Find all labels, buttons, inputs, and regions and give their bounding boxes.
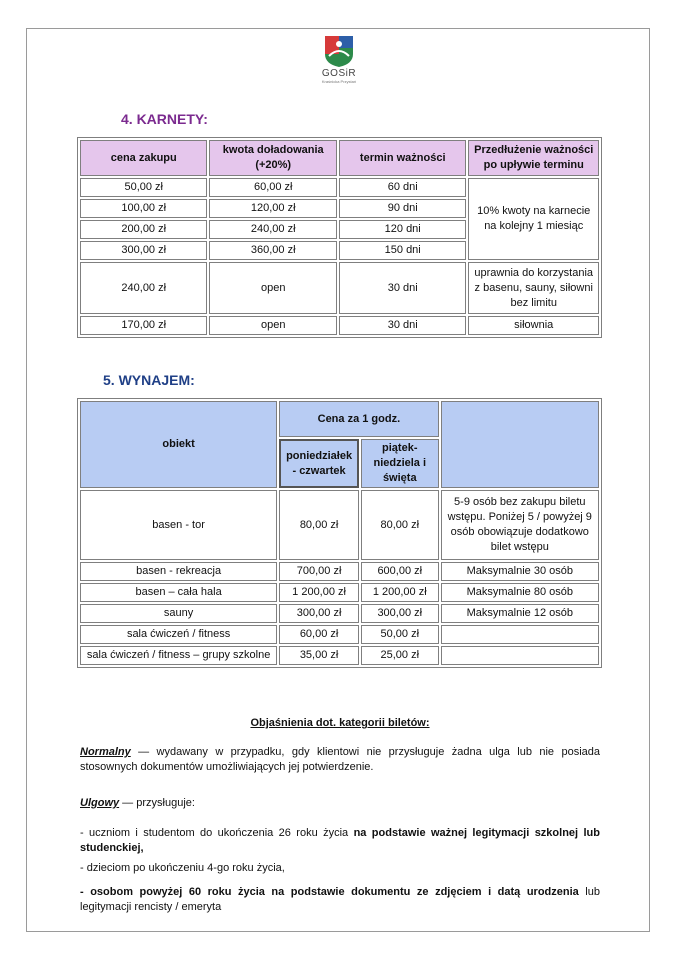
cell-extension-row6: siłownia xyxy=(468,316,599,335)
gosir-logo xyxy=(314,34,364,94)
cell-obiekt: basen – cała hala xyxy=(80,583,277,602)
table-row xyxy=(80,604,599,623)
cell-price: 60,00 zł xyxy=(279,625,359,644)
cell: 100,00 zł xyxy=(80,199,207,218)
cell: open xyxy=(209,262,336,314)
cell-price: 300,00 zł xyxy=(279,604,359,623)
cell: 240,00 zł xyxy=(80,262,207,314)
item1-bold: na podstawie ważnej legitymacji szkolnej lub studenckiej, xyxy=(80,827,600,854)
ulgowy-label: Ulgowy xyxy=(80,797,120,809)
cell-extension-row5: uprawnia do korzystania z basenu, sauny, siłowni bez limitu xyxy=(468,262,599,314)
cell-price: 35,00 zł xyxy=(279,646,359,665)
cell: 300,00 zł xyxy=(80,241,207,260)
cell: 60,00 zł xyxy=(209,178,336,197)
cell-price: 50,00 zł xyxy=(361,625,439,644)
table-row xyxy=(80,583,599,602)
cell-note: 5-9 osób bez zakupu biletu wstępu. Poniżej 5 / powyżej 9 osób obowiązuje dodatkowo bilet wstępu xyxy=(441,490,599,560)
cell-note xyxy=(441,625,599,644)
normal-text: — wydawany w przypadku, gdy klientowi nie przysługuje żadna ulga lub nie posiada stosownych dokumentów umożliwiających jej potwierdzenie. xyxy=(80,746,600,773)
header-kwota-doladowania: kwota doładowania (+20%) xyxy=(209,140,336,176)
header-termin-waznosci: termin ważności xyxy=(339,140,466,176)
header-note xyxy=(441,401,599,488)
cell-note: Maksymalnie 30 osób xyxy=(441,562,599,581)
normal-label: Normalny xyxy=(80,746,131,758)
cell: 30 dni xyxy=(339,316,466,335)
header-przedluzenie: Przedłużenie ważności po upływie terminu xyxy=(468,140,599,176)
cell-price: 600,00 zł xyxy=(361,562,439,581)
cell-price: 80,00 zł xyxy=(361,490,439,560)
cell-obiekt: sala ćwiczeń / fitness xyxy=(80,625,277,644)
table-row xyxy=(80,562,599,581)
cell-note: Maksymalnie 12 osób xyxy=(441,604,599,623)
cell: 50,00 zł xyxy=(80,178,207,197)
cell: 200,00 zł xyxy=(80,220,207,239)
wynajem-table xyxy=(77,398,602,668)
ulgowy-item-students xyxy=(80,826,600,856)
cell: 170,00 zł xyxy=(80,316,207,335)
normal-paragraph xyxy=(80,745,600,775)
cell-price: 700,00 zł xyxy=(279,562,359,581)
cell: 360,00 zł xyxy=(209,241,336,260)
ulgowy-item-children: - dzieciom po ukończeniu 4-go roku życia, xyxy=(80,862,285,874)
cell-price: 25,00 zł xyxy=(361,646,439,665)
table-row xyxy=(80,646,599,665)
cell: 120,00 zł xyxy=(209,199,336,218)
cell: 240,00 zł xyxy=(209,220,336,239)
cell-obiekt: basen - tor xyxy=(80,490,277,560)
table-row xyxy=(80,490,599,560)
cell: 30 dni xyxy=(339,262,466,314)
table-row xyxy=(80,178,599,197)
table-row xyxy=(80,262,599,314)
karnety-table xyxy=(77,137,602,338)
header-cena-zakupu: cena zakupu xyxy=(80,140,207,176)
cell-price: 1 200,00 zł xyxy=(279,583,359,602)
item3-plain: lub legitymacji rencisty / emeryta xyxy=(80,886,600,913)
ulgowy-text: — przysługuje: xyxy=(119,797,195,809)
table-row xyxy=(80,316,599,335)
explanations-title: Objaśnienia dot. kategorii biletów: xyxy=(250,717,430,729)
table-row xyxy=(80,625,599,644)
wynajem-heading: 5. WYNAJEM: xyxy=(103,372,195,388)
cell-obiekt: sauny xyxy=(80,604,277,623)
logo-name: GOSiR xyxy=(321,68,357,79)
item1-plain: - uczniom i studentom do ukończenia 26 roku życia xyxy=(80,827,354,839)
gosir-shield-icon xyxy=(323,34,355,68)
header-obiekt: obiekt xyxy=(80,401,277,488)
cell-note: Maksymalnie 80 osób xyxy=(441,583,599,602)
cell-price: 1 200,00 zł xyxy=(361,583,439,602)
cell-price: 80,00 zł xyxy=(279,490,359,560)
cell: open xyxy=(209,316,336,335)
cell: 150 dni xyxy=(339,241,466,260)
wynajem-header-row xyxy=(80,401,599,437)
logo-subtitle: Kraśnicka Przystań xyxy=(321,79,357,84)
cell-note xyxy=(441,646,599,665)
header-cena-za-godz: Cena za 1 godz. xyxy=(279,401,438,437)
cell: 60 dni xyxy=(339,178,466,197)
item3-bold: - osobom powyżej 60 roku życia na podstawie dokumentu ze zdjęciem i datą urodzenia xyxy=(80,886,579,898)
ulgowy-paragraph xyxy=(80,796,600,811)
ulgowy-item-seniors xyxy=(80,885,600,915)
cell-extension-group: 10% kwoty na karnecie na kolejny 1 miesiąc xyxy=(468,178,599,260)
karnety-header-row xyxy=(80,140,599,176)
cell-price: 300,00 zł xyxy=(361,604,439,623)
header-piatek-niedziela: piątek-niedziela i święta xyxy=(361,439,439,488)
cell: 120 dni xyxy=(339,220,466,239)
cell: 90 dni xyxy=(339,199,466,218)
cell-obiekt: basen - rekreacja xyxy=(80,562,277,581)
cell-obiekt: sala ćwiczeń / fitness – grupy szkolne xyxy=(80,646,277,665)
header-poniedzialek-czwartek: poniedziałek - czwartek xyxy=(279,439,359,488)
karnety-heading: 4. KARNETY: xyxy=(121,111,208,127)
